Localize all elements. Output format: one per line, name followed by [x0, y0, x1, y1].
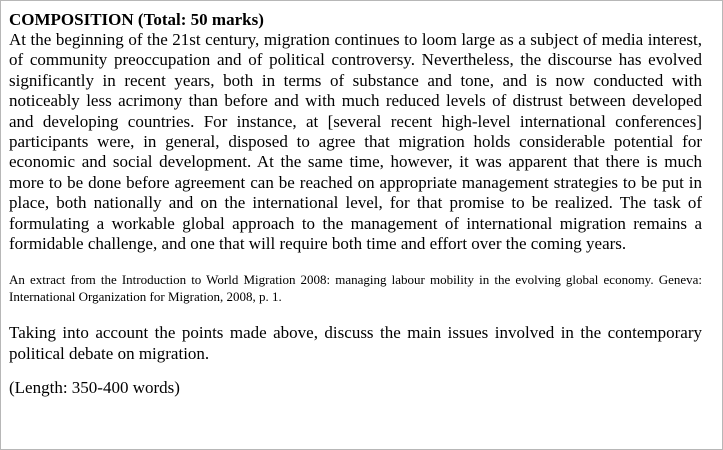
- extract-passage: At the beginning of the 21st century, migration continues to loom large as a subject of media interest, of community preoccupation and of political controversy. Nevertheless, the discourse has evolved significantly in recent years, both in terms of substance and tone, and is now conducted with noticeably less acrimony than before and with much reduced levels of distrust between developed and developing countries. For instance, at [several recent high-level international conferences] participants were, in general, disposed to agree that migration holds considerable potential for economic and social development. At the same time, however, it was apparent that there is much more to be done before agreement can be reached on appropriate management strategies to be put in place, both nationally and on the international level, for that promise to be realized. The task of formulating a workable global approach to the management of international migration remains a formidable challenge, and one that will require both time and effort over the coming years.: [9, 30, 702, 254]
- composition-heading: COMPOSITION (Total: 50 marks): [9, 10, 264, 29]
- essay-prompt: Taking into account the points made above, discuss the main issues involved in the contemporary political debate on migration.: [9, 323, 702, 363]
- source-citation: An extract from the Introduction to World Migration 2008: managing labour mobility in the evolving global economy. Geneva: International Organization for Migration, 2008, p. 1.: [9, 272, 702, 304]
- length-requirement: (Length: 350-400 words): [9, 378, 180, 398]
